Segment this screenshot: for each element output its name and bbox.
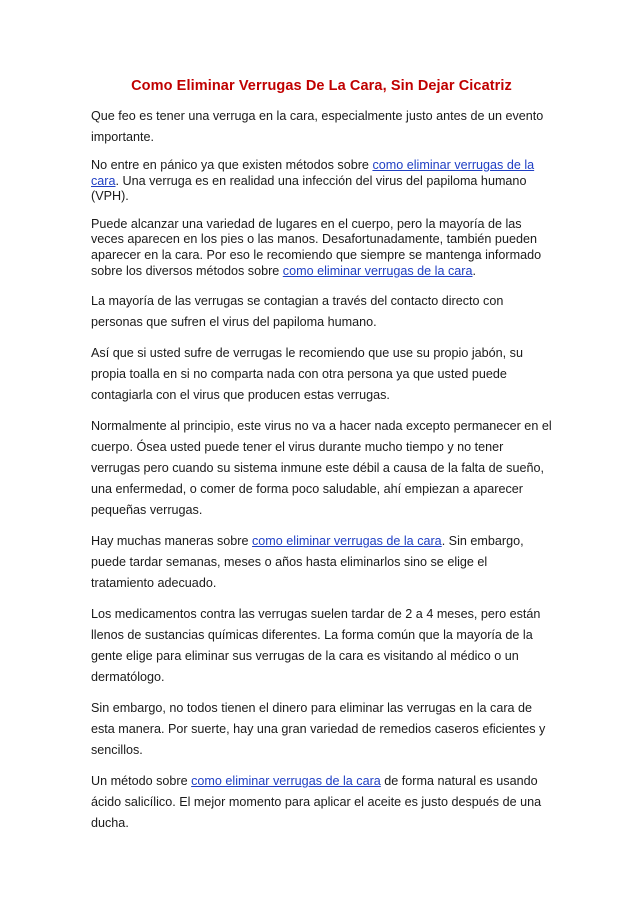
article-link[interactable]: como eliminar verrugas de la cara bbox=[91, 158, 535, 188]
paragraph-text: Hay muchas maneras sobre bbox=[91, 534, 252, 549]
paragraph bbox=[91, 106, 552, 148]
paragraph bbox=[91, 158, 552, 205]
paragraph bbox=[91, 343, 552, 406]
paragraph bbox=[91, 416, 552, 521]
paragraph-text: Un método sobre bbox=[91, 774, 192, 789]
paragraph-text: . Sin embargo, puede tardar semanas, meses o años hasta eliminarlos sino se elige el tratamiento adecuado. bbox=[91, 534, 524, 591]
paragraph bbox=[91, 698, 552, 761]
paragraph bbox=[91, 217, 552, 279]
paragraph-text: . bbox=[472, 263, 476, 278]
paragraph-text: Puede alcanzar una variedad de lugares en el cuerpo, pero la mayoría de las veces aparecen en los pies o las manos. Desafortunadamente, también pueden aparecer en la cara. Por eso le recomiendo que siempre se mantenga informado sobre los diversos métodos sobre bbox=[91, 216, 542, 278]
article-link[interactable]: como eliminar verrugas de la cara bbox=[191, 774, 381, 789]
paragraph-text: Así que si usted sufre de verrugas le recomiendo que use su propio jabón, su propia toalla en si no comparta nada con otra persona ya que usted puede contagiarla con el virus que producen estas verrugas. bbox=[91, 346, 523, 403]
paragraph-text: Los medicamentos contra las verrugas suelen tardar de 2 a 4 meses, pero están llenos de sustancias químicas diferentes. La forma común que la mayoría de la gente elige para eliminar sus verrugas de la cara es visitando al médico o un dermatólogo. bbox=[91, 607, 541, 685]
paragraph bbox=[91, 604, 552, 688]
article-link[interactable]: como eliminar verrugas de la cara bbox=[252, 534, 442, 549]
paragraph bbox=[91, 291, 552, 333]
paragraph-text: La mayoría de las verrugas se contagian a través del contacto directo con personas que sufren el virus del papiloma humano. bbox=[91, 294, 504, 330]
article-link[interactable]: como eliminar verrugas de la cara bbox=[282, 263, 473, 278]
paragraph-text: de forma natural es usando ácido salicílico. El mejor momento para aplicar el aceite es justo después de una ducha. bbox=[91, 774, 542, 831]
paragraph-text: Sin embargo, no todos tienen el dinero para eliminar las verrugas en la cara de esta manera. Por suerte, hay una gran variedad de remedios caseros eficientes y sencillos. bbox=[91, 701, 546, 758]
paragraph bbox=[91, 531, 552, 594]
paragraph-text: No entre en pánico ya que existen métodos sobre bbox=[91, 158, 373, 172]
paragraph-text: Normalmente al principio, este virus no va a hacer nada excepto permanecer en el cuerpo. Ósea usted puede tener el virus durante mucho tiempo y no tener verrugas pero cuando su sistema inmune este débil a causa de la falta de sueño, una enfermedad, o comer de forma poco saludable, ahí empiezan a aparecer pequeñas verrugas. bbox=[91, 419, 552, 518]
document-title: Como Eliminar Verrugas De La Cara, Sin Dejar Cicatriz bbox=[131, 78, 512, 94]
paragraph-text: . Una verruga es en realidad una infección del virus del papiloma humano (VPH). bbox=[91, 173, 527, 204]
paragraph bbox=[91, 771, 552, 834]
paragraph-text: Que feo es tener una verruga en la cara, especialmente justo antes de un evento importante. bbox=[91, 109, 544, 144]
